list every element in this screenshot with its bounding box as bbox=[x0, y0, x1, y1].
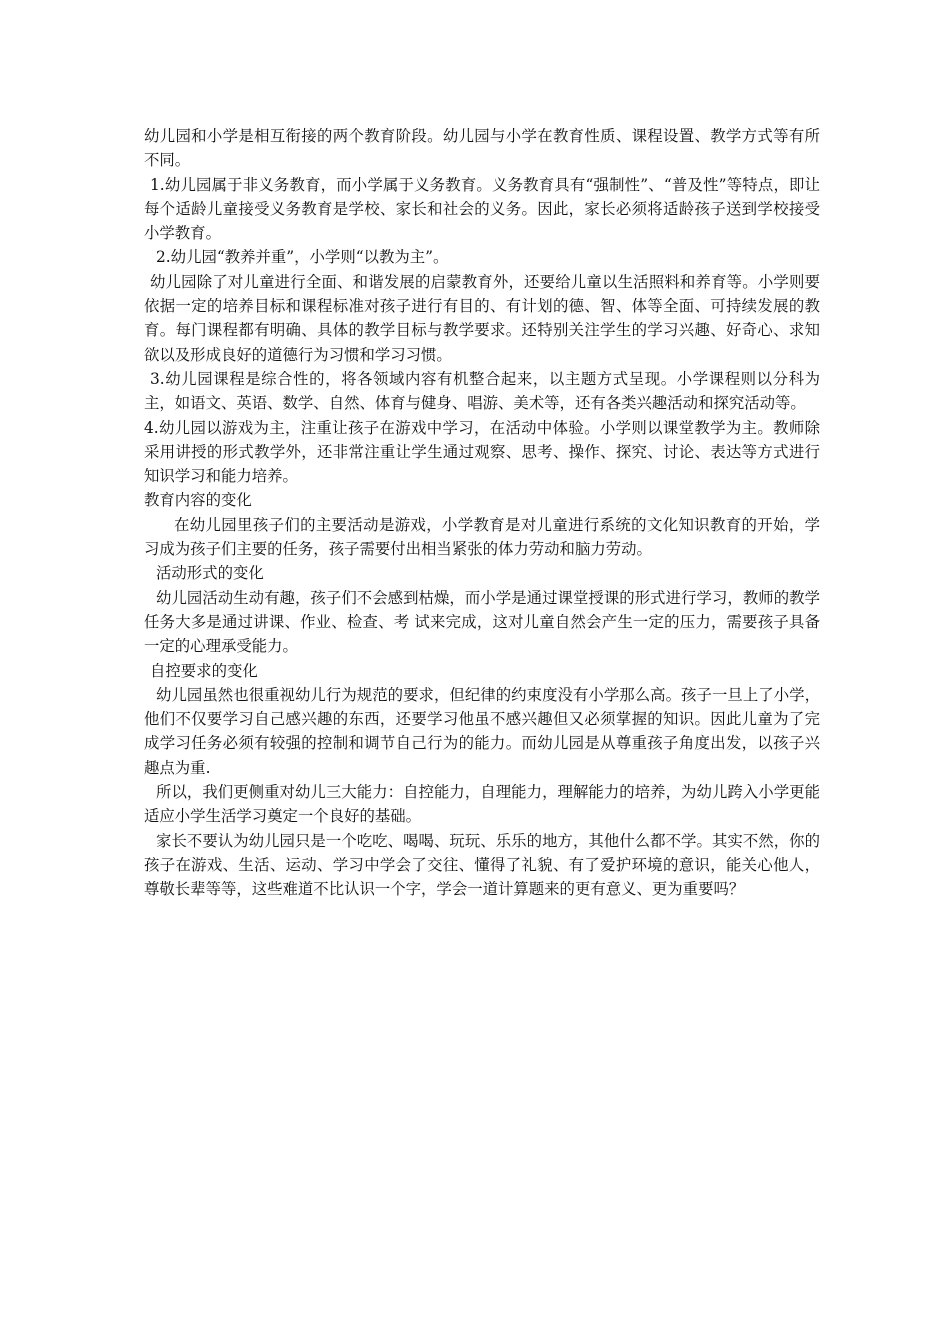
content-change-paragraph: 在幼儿园里孩子们的主要活动是游戏，小学教育是对儿童进行系统的文化知识教育的开始，学习成为孩子们主要的任务，孩子需要付出相当紧张的体力劳动和脑力劳动。 bbox=[144, 515, 820, 559]
self-control-change-paragraph: 幼儿园虽然也很重视幼儿行为规范的要求，但纪律的约束度没有小学那么高。孩子一旦上了小学，他们不仅要学习自己感兴趣的东西，还要学习他虽不感兴趣但又必须掌握的知识。因此儿童为了完成学习任务必须有较强的控制和调节自己行为的能力。而幼儿园是从尊重孩子角度出发，以孩子兴趣点为重. bbox=[144, 685, 820, 777]
point-2-paragraph: 2.幼儿园“教养并重”，小学则“以教为主”。 bbox=[156, 248, 449, 267]
section-heading-content-change: 教育内容的变化 bbox=[144, 491, 252, 510]
document-body bbox=[144, 124, 820, 902]
point-1-paragraph: 1.幼儿园属于非义务教育，而小学属于义务教育。义务教育具有“强制性”、“普及性”等特点，即让每个适龄儿童接受义务教育是学校、家长和社会的义务。因此，家长必须将适龄孩子送到学校接受小学教育。 bbox=[144, 175, 820, 243]
intro-paragraph: 幼儿园和小学是相互衔接的两个教育阶段。幼儿园与小学在教育性质、课程设置、教学方式等有所不同。 bbox=[144, 127, 820, 170]
conclusion-paragraph: 所以，我们更侧重对幼儿三大能力：自控能力，自理能力，理解能力的培养，为幼儿跨入小学更能适应小学生活学习奠定一个良好的基础。 bbox=[144, 783, 820, 826]
point-2-detail-paragraph: 幼儿园除了对儿童进行全面、和谐发展的启蒙教育外，还要给儿童以生活照料和养育等。小学则要依据一定的培养目标和课程标准对孩子进行有目的、有计划的德、智、体等全面、可持续发展的教育。每门课程都有明确、具体的教学目标与教学要求。还特别关注学生的学习兴趣、好奇心、求知欲以及形成良好的道德行为习惯和学习习惯。 bbox=[144, 272, 820, 364]
section-heading-self-control-change: 自控要求的变化 bbox=[150, 661, 258, 680]
section-heading-activity-change: 活动形式的变化 bbox=[156, 564, 264, 583]
point-3-paragraph: 3.幼儿园课程是综合性的，将各领域内容有机整合起来，以主题方式呈现。小学课程则以分科为主，如语文、英语、数学、自然、体育与健身、唱游、美术等，还有各类兴趣活动和探究活动等。 bbox=[144, 369, 820, 413]
activity-change-paragraph: 幼儿园活动生动有趣，孩子们不会感到枯燥，而小学是通过课堂授课的形式进行学习，教师的教学任务大多是通过讲课、作业、检查、考 试来完成，这对儿童自然会产生一定的压力，需要孩子具备一定的心理承受能力。 bbox=[144, 588, 820, 656]
parents-advice-paragraph: 家长不要认为幼儿园只是一个吃吃、喝喝、玩玩、乐乐的地方，其他什么都不学。其实不然，你的孩子在游戏、生活、运动、学习中学会了交往、懂得了礼貌、有了爱护环境的意识，能关心他人，尊敬长辈等等，这些难道不比认识一个字，学会一道计算题来的更有意义、更为重要吗？ bbox=[144, 831, 820, 899]
point-4-paragraph: 4.幼儿园以游戏为主，注重让孩子在游戏中学习，在活动中体验。小学则以课堂教学为主。教师除采用讲授的形式教学外，还非常注重让学生通过观察、思考、操作、探究、讨论、表达等方式进行知识学习和能力培养。 bbox=[144, 418, 820, 486]
